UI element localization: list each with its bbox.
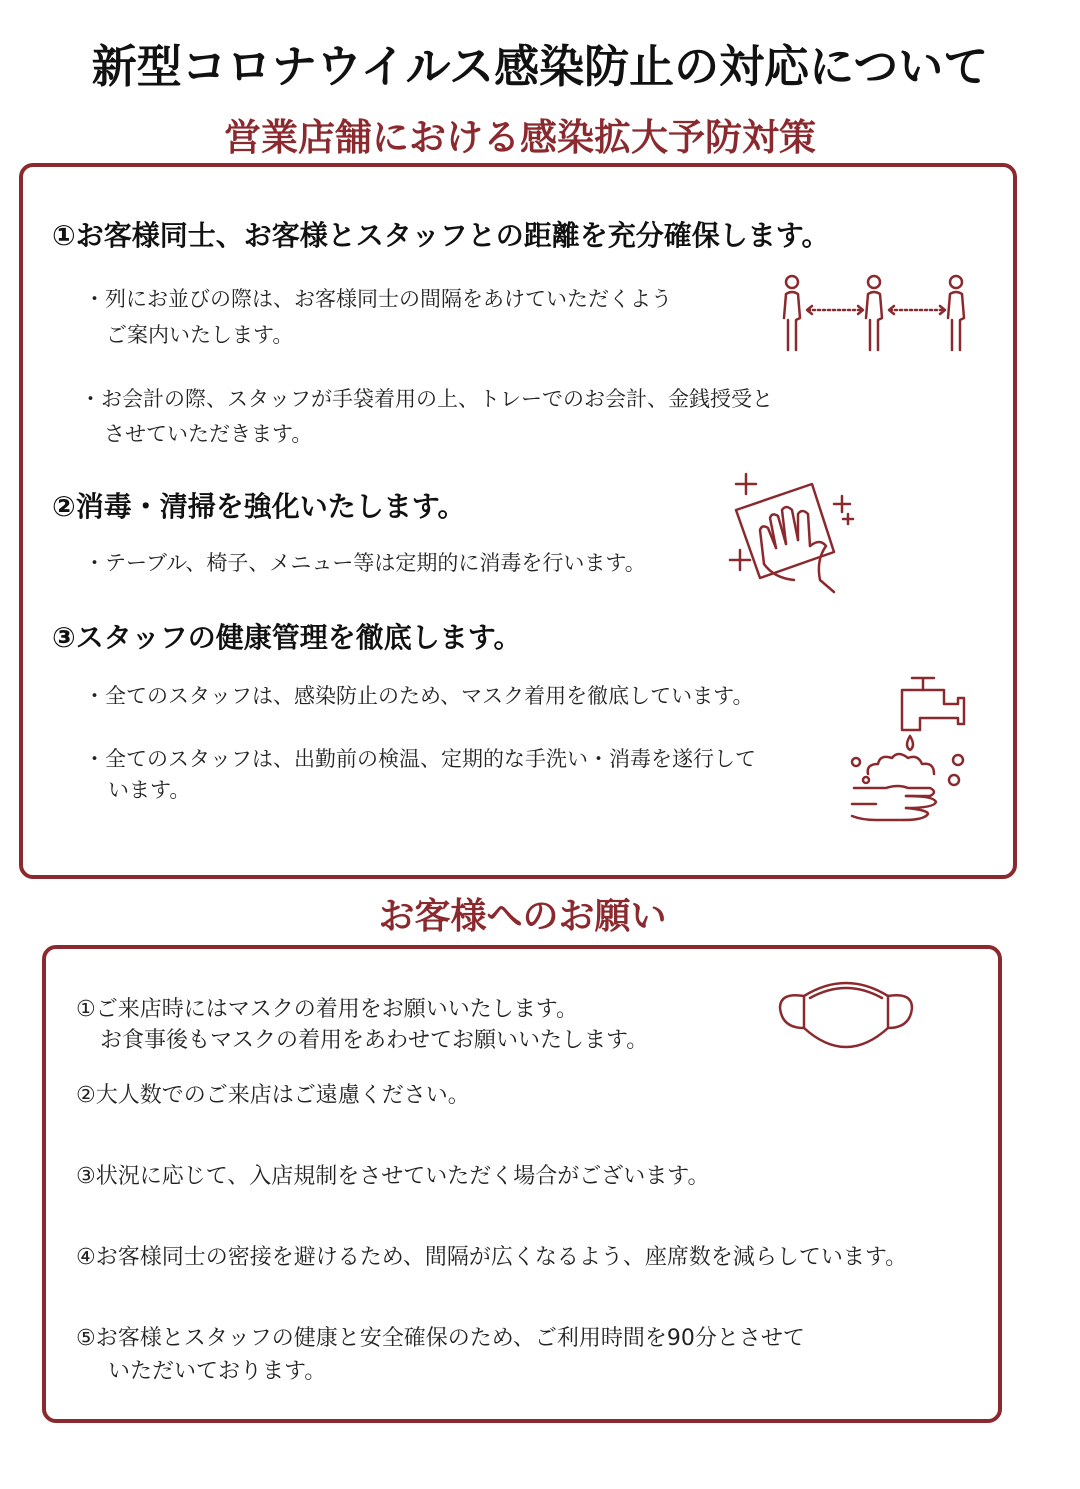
measure-3-bullet-2-line-2: います。 — [108, 778, 191, 802]
requests-title: お客様へのお願い — [378, 896, 667, 937]
request-1-line-2: お食事後もマスクの着用をあわせてお願いいたします。 — [100, 1028, 649, 1053]
request-2: ②大人数でのご来店はご遠慮ください。 — [76, 1083, 470, 1108]
measure-heading-3: ③スタッフの健康管理を徹底します。 — [52, 621, 522, 654]
page-subtitle: 営業店舗における感染拡大予防対策 — [224, 116, 816, 159]
measure-1-bullet-2-line-1: ・お会計の際、スタッフが手袋着用の上、トレーでのお会計、金銭授受と — [80, 387, 773, 411]
measure-1-bullet-1-line-1: ・列にお並びの際は、お客様同士の間隔をあけていただくよう — [84, 287, 672, 311]
measure-3-bullet-1: ・全てのスタッフは、感染防止のため、マスク着用を徹底しています。 — [84, 684, 754, 708]
measure-2-bullet-1: ・テーブル、椅子、メニュー等は定期的に消毒を行います。 — [84, 551, 646, 575]
request-1-line-1: ①ご来店時にはマスクの着用をお願いいたします。 — [76, 997, 578, 1022]
request-5-line-1: ⑤お客様とスタッフの健康と安全確保のため、ご利用時間を90分とさせて — [76, 1326, 805, 1351]
measure-1-bullet-1-line-2: ご案内いたします。 — [106, 323, 294, 347]
measure-3-bullet-2-line-1: ・全てのスタッフは、出勤前の検温、定期的な手洗い・消毒を遂行して — [84, 747, 756, 771]
measure-1-bullet-2-line-2: させていただきます。 — [104, 422, 313, 446]
request-5-line-2: いただいております。 — [108, 1359, 327, 1384]
handwash-icon — [846, 670, 976, 830]
request-4: ④お客様同士の密接を避けるため、間隔が広くなるよう、座席数を減らしています。 — [76, 1245, 908, 1270]
mask-icon — [776, 974, 916, 1058]
page-title: 新型コロナウイルス感染防止の対応について — [91, 40, 989, 93]
measure-heading-1: ①お客様同士、お客様とスタッフとの距離を充分確保します。 — [52, 219, 830, 252]
request-3: ③状況に応じて、入店規制をさせていただく場合がございます。 — [76, 1164, 710, 1189]
measure-heading-2: ②消毒・清掃を強化いたします。 — [52, 490, 466, 523]
social-distance-icon — [776, 272, 966, 356]
wipe-hand-icon — [724, 468, 864, 598]
